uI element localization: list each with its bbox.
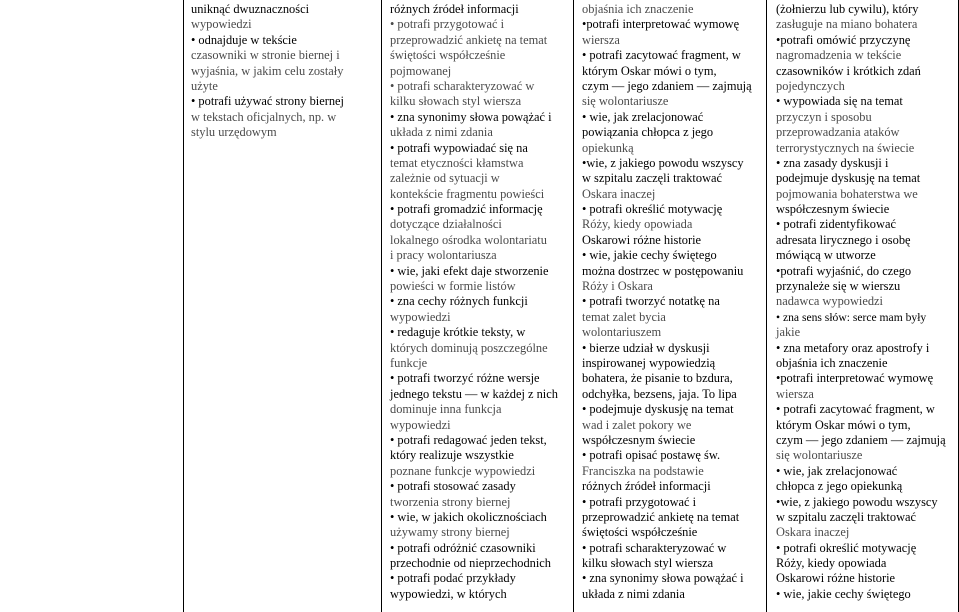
text-line: tworzenia strony biernej (390, 494, 511, 509)
text-line: •potrafi interpretować wymowę (582, 17, 740, 32)
text-line: • wypowiada się na temat (776, 94, 903, 109)
text-line: przynależe się w wierszu (776, 279, 901, 294)
text-line: • wie, jakie cechy świętego (776, 586, 911, 601)
text-line: • wie, jak zrelacjonować (582, 109, 704, 124)
text-line: wiersza (582, 32, 620, 47)
text-line: • potrafi stosować zasady (390, 479, 516, 494)
text-line: pojedynczych (776, 78, 845, 93)
text-line: temat zalet bycia (582, 309, 666, 324)
text-line: powieści w formie listów (390, 279, 516, 294)
text-line: którym Oskar mówi o tym, (582, 63, 717, 78)
text-line: bohatera, że pisanie to bzdura, (582, 371, 733, 386)
text-line: • zna metafory oraz apostrofy i (776, 340, 930, 355)
text-line: objaśnia ich znaczenie (582, 2, 694, 16)
table-cell-column-4 (776, 0, 956, 602)
text-line: funkcje (390, 355, 428, 370)
text-line: kilku słowach styl wiersza (582, 556, 714, 571)
text-line: współczesnym świecie (582, 432, 696, 447)
text-line: temat etyczności kłamstwa (390, 155, 524, 170)
text-line: Oskarowi różne historie (776, 571, 896, 586)
text-line: • potrafi przygotować i (582, 494, 697, 509)
text-line: • zna synonimy słowa powążać i (390, 109, 552, 124)
text-line: •potrafi omówić przyczynę (776, 32, 911, 47)
text-line: układa z nimi zdania (390, 125, 493, 140)
text-line: różnych źródeł informacji (582, 479, 711, 494)
text-line: kontekście fragmentu powieści (390, 186, 545, 201)
text-line: • potrafi określić motywację (582, 202, 723, 217)
text-line: •potrafi wyjaśnić, do czego (776, 263, 912, 278)
text-line: używamy strony biernej (390, 525, 510, 540)
text-line: Róży, kiedy opowiada (776, 556, 887, 571)
text-line: czym — jego zdaniem — zajmują (776, 432, 946, 447)
text-line: układa z nimi zdania (582, 586, 685, 601)
text-line: czym — jego zdaniem — zajmują (582, 78, 752, 93)
text-line: opiekunką (582, 140, 634, 155)
text-line: których dominują poszczególne (390, 340, 548, 355)
text-line: • wie, w jakich okolicznościach (390, 509, 547, 524)
text-line: terrorystycznych na świecie (776, 140, 915, 155)
text-line: różnych źródeł informacji (390, 2, 519, 16)
text-line: nagromadzenia w tekście (776, 48, 902, 63)
text-line: • wie, jak zrelacjonować (776, 463, 898, 478)
text-line: się wolontariusze (776, 448, 863, 463)
text-line: • bierze udział w dyskusji (582, 340, 710, 355)
text-line: dotyczące działalności (390, 217, 502, 232)
text-line: świętości współcześnie (390, 48, 506, 63)
text-line: czasowniki w stronie biernej i (191, 48, 340, 63)
text-line: poznane funkcje wypowiedzi (390, 463, 536, 478)
text-line: Oskara inaczej (582, 186, 656, 201)
text-line: nadawca wypowiedzi (776, 294, 883, 309)
text-line: wad i zalet pokory we (582, 417, 692, 432)
text-line: w szpitalu zaczęli traktować (582, 171, 723, 186)
text-line: podejmuje dyskusję na temat (776, 171, 921, 186)
text-line: stylu urzędowym (191, 125, 277, 140)
text-line: czasowników i krótkich zdań (776, 63, 921, 78)
text-line: kilku słowach styl wiersza (390, 94, 522, 109)
text-line: •wie, z jakiego powodu wszyscy (582, 155, 744, 170)
text-line: przechodnie od nieprzechodnich (390, 556, 552, 571)
text-line: • redaguje krótkie teksty, w (390, 325, 526, 340)
text-line: wyjaśnia, w jakim celu zostały (191, 63, 344, 78)
text-line: • potrafi opisać postawę św. (582, 448, 721, 463)
text-line: Róży i Oskara (582, 279, 653, 294)
text-line: powiązania chłopca z jego (582, 125, 714, 140)
text-line: • potrafi redagować jeden tekst, (390, 432, 547, 447)
table-cell-column-3 (582, 0, 762, 602)
text-line: jakie (776, 325, 801, 340)
text-line: • potrafi zacytować fragment, w (776, 402, 935, 417)
text-line: współczesnym świecie (776, 202, 890, 217)
text-line: wypowiedzi (390, 309, 451, 324)
text-line: •potrafi interpretować wymowę (776, 371, 934, 386)
table-cell-column-1 (191, 0, 366, 141)
text-line: • potrafi gromadzić informację (390, 202, 543, 217)
text-line: (żołnierzu lub cywilu), który (776, 2, 919, 16)
text-line: mówiącą w utworze (776, 248, 876, 263)
text-line: inspirowanej wypowiedzią (582, 355, 716, 370)
text-line: •wie, z jakiego powodu wszyscy (776, 494, 938, 509)
text-line: który realizuje wszystkie (390, 448, 514, 463)
text-line: • potrafi tworzyć różne wersje (390, 371, 540, 386)
text-line: wiersza (776, 386, 814, 401)
text-line: przyczyn i sposobu (776, 109, 872, 124)
text-line: chłopca z jego opiekunką (776, 479, 903, 494)
text-line: • potrafi scharakteryzować w (582, 540, 727, 555)
text-line: Oskara inaczej (776, 525, 850, 540)
text-line: można dostrzec w postępowaniu (582, 263, 744, 278)
text-line: w tekstach oficjalnych, np. w (191, 109, 337, 124)
text-line: • zna sens słów: serce mam były (776, 310, 927, 324)
text-line: • wie, jakie cechy świętego (582, 248, 717, 263)
text-line: przeprowadzania ataków (776, 125, 900, 140)
text-line: odchyłka, bezsens, jaja. To lipa (582, 386, 737, 401)
text-line: wypowiedzi (191, 17, 252, 32)
text-line: przeprowadzić ankietę na temat (390, 32, 548, 47)
text-line: Róży, kiedy opowiada (582, 217, 693, 232)
text-line: • potrafi przygotować i (390, 17, 505, 32)
text-line: jednego tekstu — w każdej z nich (390, 386, 558, 401)
text-line: wypowiedzi, w których (390, 586, 507, 601)
text-line: • podejmuje dyskusję na temat (582, 402, 734, 417)
text-line: • potrafi odróżnić czasowniki (390, 540, 536, 555)
text-line: • potrafi używać strony biernej (191, 94, 344, 109)
text-line: • potrafi podać przykłady (390, 571, 516, 586)
text-line: • zna synonimy słowa powążać i (582, 571, 744, 586)
text-line: pojmowanej (390, 63, 452, 78)
text-line: • potrafi zidentyfikować (776, 217, 896, 232)
table-column-divider (573, 0, 574, 612)
text-line: • potrafi tworzyć notatkę na (582, 294, 720, 309)
table-column-divider (766, 0, 767, 612)
table-cell-column-2 (390, 0, 560, 602)
text-line: się wolontariusze (582, 94, 669, 109)
text-line: Oskarowi różne historie (582, 232, 702, 247)
table-column-divider (381, 0, 382, 612)
text-line: adresata lirycznego i osobę (776, 232, 911, 247)
text-line: • wie, jaki efekt daje stworzenie (390, 263, 549, 278)
text-line: wolontariuszem (582, 325, 662, 340)
text-line: zależnie od sytuacji w (390, 171, 500, 186)
table-column-divider (183, 0, 184, 612)
text-line: lokalnego ośrodka wolontariatu (390, 232, 547, 247)
text-line: w szpitalu zaczęli traktować (776, 509, 917, 524)
text-line: • potrafi zacytować fragment, w (582, 48, 741, 63)
text-line: pojmowania bohaterstwa we (776, 186, 918, 201)
text-line: zasługuje na miano bohatera (776, 17, 918, 32)
text-line: wypowiedzi (390, 417, 451, 432)
text-line: świętości współcześnie (582, 525, 698, 540)
text-line: użyte (191, 78, 218, 93)
text-line: uniknąć dwuznaczności (191, 2, 310, 16)
text-line: • zna zasady dyskusji i (776, 155, 889, 170)
text-line: • potrafi scharakteryzować w (390, 78, 535, 93)
text-line: • zna cechy różnych funkcji (390, 294, 528, 309)
text-line: którym Oskar mówi o tym, (776, 417, 911, 432)
text-line: przeprowadzić ankietę na temat (582, 509, 740, 524)
text-line: Franciszka na podstawie (582, 463, 704, 478)
text-line: dominuje inna funkcja (390, 402, 502, 417)
text-line: objaśnia ich znaczenie (776, 355, 888, 370)
text-line: • odnajduje w tekście (191, 32, 297, 47)
text-line: • potrafi określić motywację (776, 540, 917, 555)
text-line: i pracy wolontariusza (390, 248, 497, 263)
text-line: • potrafi wypowiadać się na (390, 140, 528, 155)
